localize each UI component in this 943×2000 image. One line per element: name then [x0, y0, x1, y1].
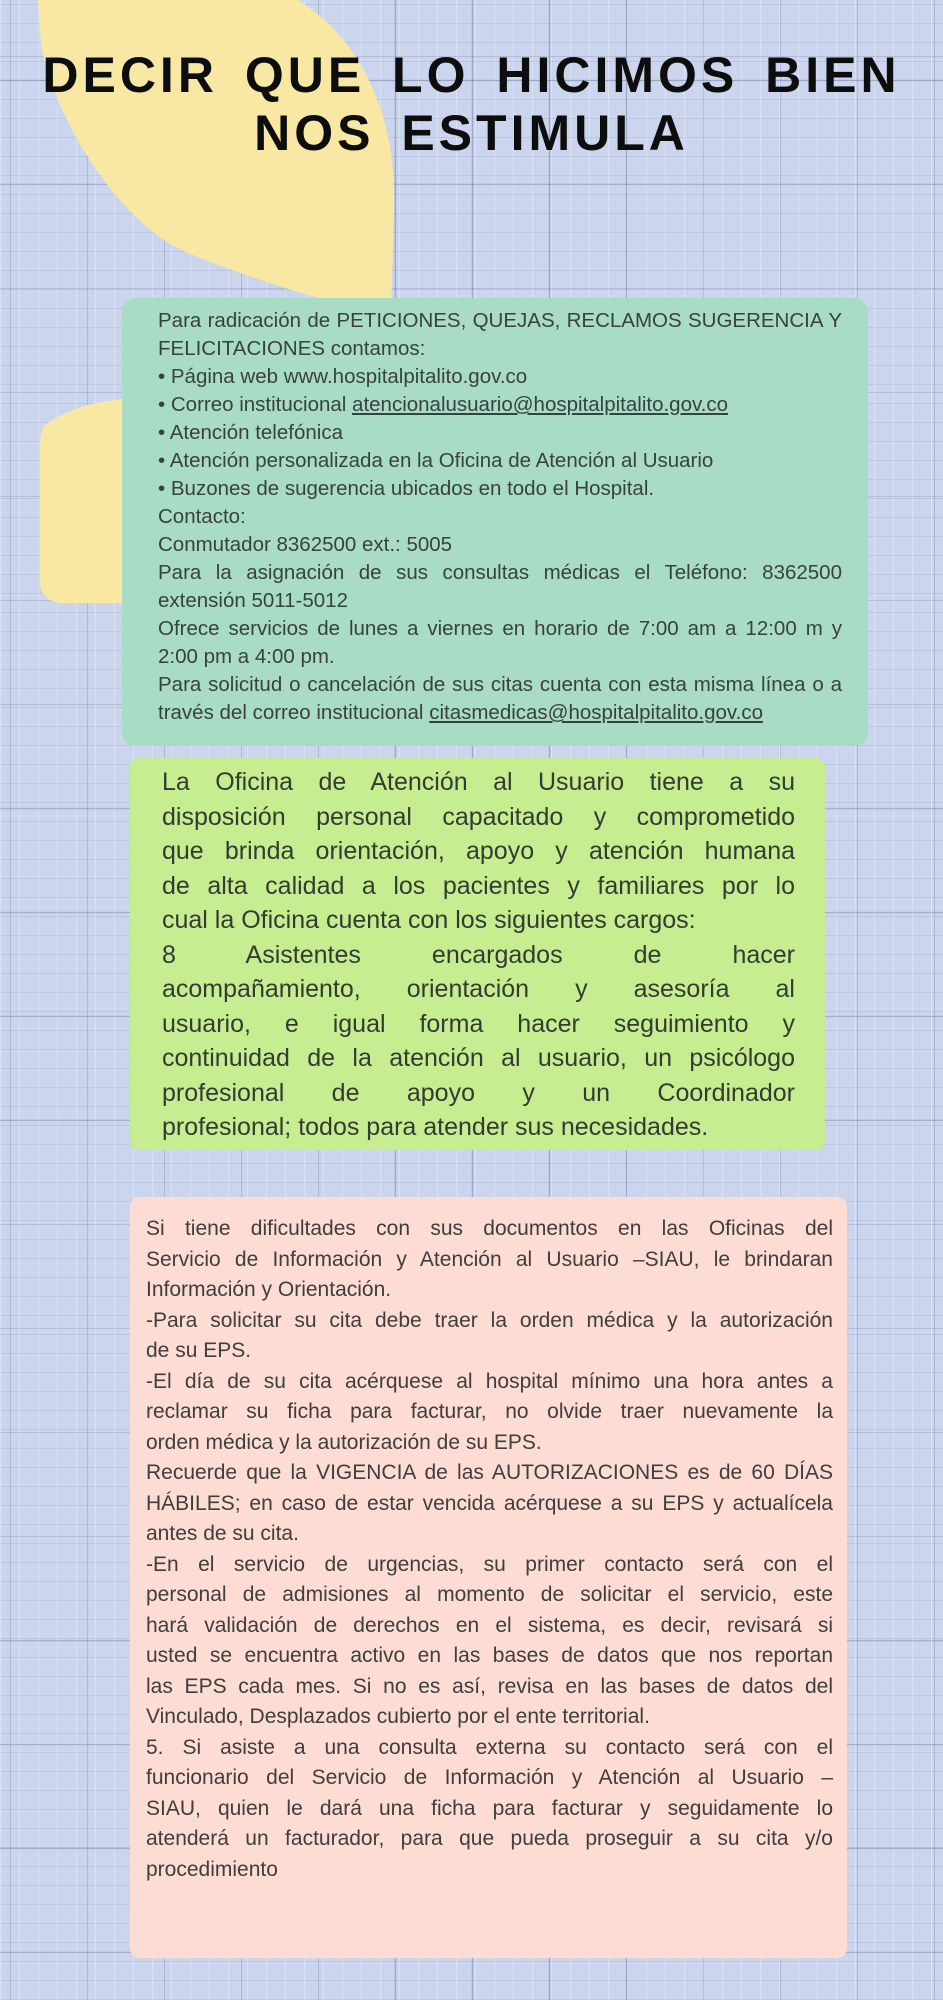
text-run: atenderá un facturador, para que pueda proseguir a su cita y/o: [146, 1827, 833, 1850]
text-run: HÁBILES; en caso de estar vencida acérquese a su EPS y actualícela: [146, 1491, 833, 1515]
text-run: profesional de apoyo y un Coordinador: [162, 1078, 795, 1107]
text-run: Si tiene dificultades con sus documentos en las Oficinas del: [146, 1217, 833, 1240]
text-run: -El día de su cita acérquese al hospital mínimo una hora antes a: [146, 1369, 833, 1393]
text-line: [158, 615, 842, 643]
text-run: • Correo institucional: [158, 393, 353, 416]
text-line: [158, 363, 842, 391]
text-run: continuidad de la atención al usuario, un psicólogo: [162, 1044, 795, 1072]
text-line: [162, 1110, 795, 1145]
text-line: [146, 1458, 833, 1489]
text-line: [158, 531, 842, 559]
text-run: extensión 5011-5012: [158, 589, 348, 612]
text-run: de alta calidad a los pacientes y familiares por lo: [162, 871, 795, 900]
office-staff-card: [130, 758, 825, 1150]
text-line: [146, 1641, 833, 1672]
text-run: través del correo institucional: [158, 701, 430, 724]
text-line: [158, 307, 842, 335]
text-line: [146, 1794, 833, 1825]
text-line: [158, 587, 842, 615]
text-run: 8 Asistentes encargados de hacer: [162, 940, 795, 969]
text-run: -En el servicio de urgencias, su primer contacto será con el: [146, 1552, 833, 1576]
text-run: SIAU, quien le dará una ficha para facturar y seguidamente lo: [146, 1796, 833, 1820]
text-line: [146, 1336, 833, 1367]
text-line: [158, 419, 842, 447]
text-line: [146, 1763, 833, 1794]
text-line: [146, 1275, 833, 1306]
text-run: funcionario del Servicio de Información y Atención al Usuario –: [146, 1766, 833, 1789]
text-line: [162, 800, 795, 835]
text-run: orden médica y la autorización de su EPS.: [146, 1430, 542, 1454]
text-line: [162, 903, 795, 938]
text-line: [146, 1245, 833, 1276]
page-title-line2: NOS ESTIMULA: [254, 105, 689, 161]
text-line: [146, 1702, 833, 1733]
text-run: • Atención personalizada en la Oficina de Atención al Usuario: [158, 449, 714, 472]
text-run: La Oficina de Atención al Usuario tiene a su: [162, 768, 795, 796]
text-run: usuario, e igual forma hacer seguimiento y: [162, 1009, 795, 1038]
text-line: [146, 1580, 833, 1611]
page-title: [0, 46, 943, 162]
text-run: profesional; todos para atender sus necesidades.: [162, 1113, 709, 1141]
text-line: [146, 1397, 833, 1428]
text-run: 2:00 pm a 4:00 pm.: [158, 645, 335, 668]
text-line: [158, 475, 842, 503]
text-line: [162, 869, 795, 904]
text-run: Ofrece servicios de lunes a viernes en horario de 7:00 am a 12:00 m y: [158, 617, 842, 640]
text-run: Recuerde que la VIGENCIA de las AUTORIZACIONES es de 60 DÍAS: [146, 1461, 833, 1484]
text-line: [146, 1489, 833, 1520]
text-line: [146, 1550, 833, 1581]
text-line: [158, 643, 842, 671]
text-run: Vinculado, Desplazados cubierto por el ente territorial.: [146, 1705, 650, 1728]
text-line: [146, 1672, 833, 1703]
text-line: [146, 1855, 833, 1886]
text-line: [146, 1733, 833, 1764]
email-link[interactable]: atencionalusuario@hospitalpitalito.gov.co: [352, 393, 729, 416]
text-run: hará validación de derechos en el sistema, es decir, revisará si: [146, 1613, 833, 1637]
text-run: • Atención telefónica: [158, 421, 343, 444]
text-line: [158, 671, 842, 699]
text-run: personal de admisiones al momento de solicitar el servicio, este: [146, 1583, 833, 1606]
text-line: [158, 503, 842, 531]
text-run: que brinda orientación, apoyo y atención humana: [162, 837, 795, 865]
text-line: [146, 1367, 833, 1398]
text-run: acompañamiento, orientación y asesoría al: [162, 975, 795, 1003]
text-run: • Página web www.hospitalpitalito.gov.co: [158, 365, 528, 388]
text-run: las EPS cada mes. Si no es así, revisa en las bases de datos del: [146, 1674, 833, 1698]
instructions-card: [130, 1197, 847, 1958]
text-line: [162, 938, 795, 973]
text-line: [162, 1041, 795, 1076]
text-run: usted se encuentra activo en las bases de datos que nos reportan: [146, 1644, 833, 1667]
text-run: -Para solicitar su cita debe traer la orden médica y la autorización: [146, 1308, 833, 1332]
text-line: [146, 1519, 833, 1550]
text-line: [162, 1076, 795, 1111]
text-run: • Buzones de sugerencia ubicados en todo el Hospital.: [158, 477, 655, 500]
text-line: [158, 559, 842, 587]
text-line: [146, 1306, 833, 1337]
text-run: disposición personal capacitado y comprometido: [162, 802, 795, 831]
text-run: antes de su cita.: [146, 1522, 299, 1545]
text-line: [146, 1214, 833, 1245]
text-run: 5. Si asiste a una consulta externa su contacto será con el: [146, 1735, 833, 1759]
text-run: reclamar su ficha para facturar, no olvide traer nuevamente la: [146, 1400, 833, 1423]
yellow-tab-shape: [40, 399, 128, 603]
text-line: [158, 335, 842, 363]
text-run: de su EPS.: [146, 1339, 252, 1362]
text-line: [162, 765, 795, 800]
text-line: [146, 1824, 833, 1855]
page-title-line1: DECIR QUE LO HICIMOS BIEN: [42, 47, 901, 103]
text-line: [162, 972, 795, 1007]
text-run: Para la asignación de sus consultas médicas el Teléfono: 8362500: [158, 561, 842, 584]
text-line: [158, 699, 842, 727]
text-run: Información y Orientación.: [146, 1278, 392, 1301]
contact-info-card: [122, 298, 868, 746]
text-run: cual la Oficina cuenta con los siguientes cargos:: [162, 906, 696, 934]
text-line: [162, 1007, 795, 1042]
text-line: [146, 1611, 833, 1642]
text-run: procedimiento: [146, 1857, 278, 1881]
text-run: Servicio de Información y Atención al Usuario –SIAU, le brindaran: [146, 1247, 833, 1271]
text-line: [158, 447, 842, 475]
text-run: Conmutador 8362500 ext.: 5005: [158, 533, 453, 556]
text-run: FELICITACIONES contamos:: [158, 337, 426, 360]
text-line: [158, 391, 842, 419]
text-line: [162, 834, 795, 869]
text-run: Para radicación de PETICIONES, QUEJAS, RECLAMOS SUGERENCIA Y: [158, 309, 842, 332]
text-run: Para solicitud o cancelación de sus citas cuenta con esta misma línea o a: [158, 673, 842, 696]
email-link[interactable]: citasmedicas@hospitalpitalito.gov.co: [429, 701, 763, 724]
text-line: [146, 1428, 833, 1459]
text-run: Contacto:: [158, 505, 246, 528]
